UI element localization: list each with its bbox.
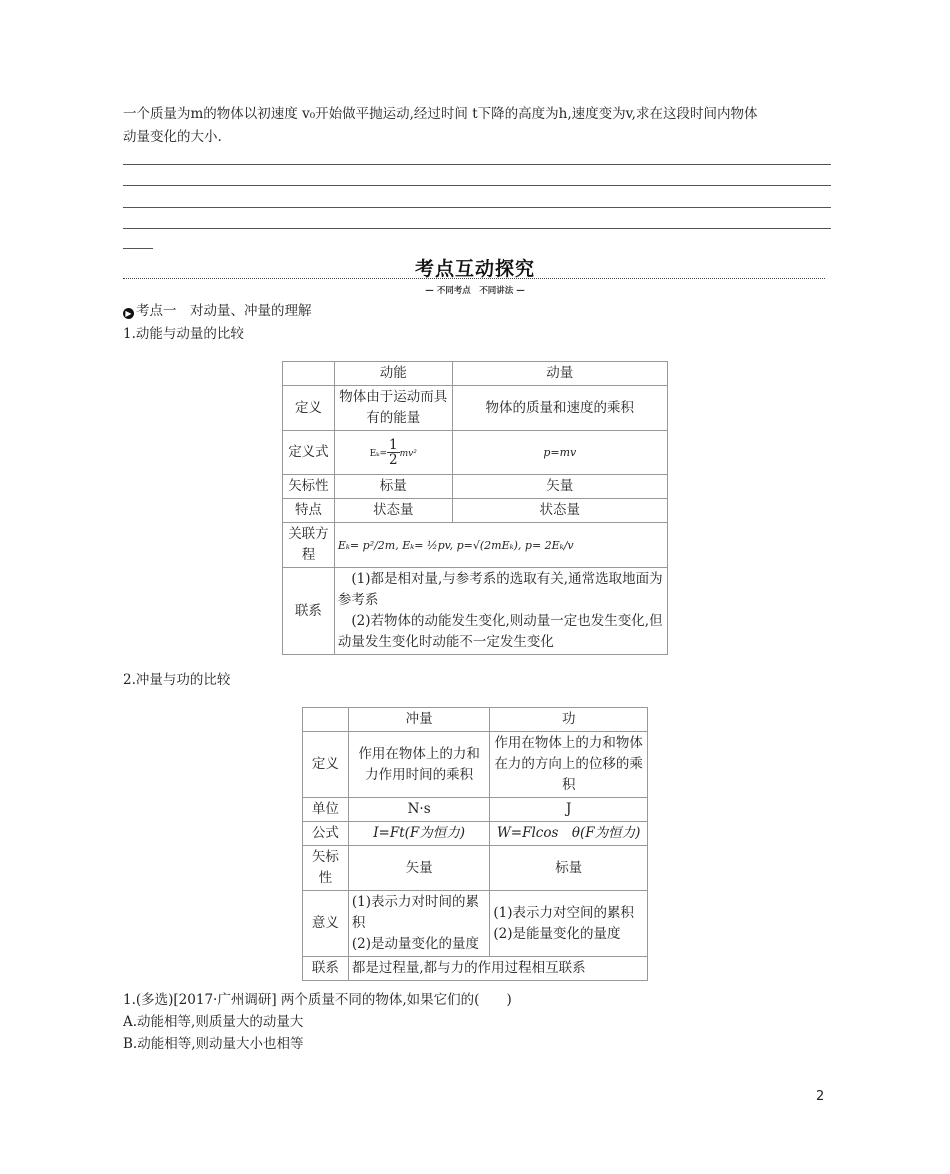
table-cell: 作用在物体上的力和物体在力的方向上的位移的乘积	[490, 732, 648, 798]
question-stem: 1.(多选)[2017·广州调研] 两个质量不同的物体,如果它们的( )	[123, 992, 512, 1008]
topic-heading	[123, 299, 312, 319]
option-a: A.动能相等,则质量大的动量大	[123, 1014, 304, 1030]
table-cell: 物体的质量和速度的乘积	[452, 386, 667, 431]
table-cell: p=mv	[452, 431, 667, 475]
table-cell: N·s	[348, 798, 490, 822]
table-cell	[490, 891, 648, 957]
dotted-divider	[123, 278, 825, 279]
row-label: 联系	[283, 568, 335, 655]
table-cell: 标量	[490, 846, 648, 891]
question	[123, 989, 512, 1055]
problem-line-2: 动量变化的大小.	[123, 129, 222, 145]
meaning-text: (2)是动量变化的量度	[351, 936, 479, 952]
table-cell: 作用在物体上的力和力作用时间的乘积	[348, 732, 490, 798]
meaning-text: (1)表示力对空间的累积	[493, 904, 635, 921]
row-label: 定义	[303, 732, 349, 798]
problem-line-1: 一个质量为m的物体以初速度 v₀开始做平抛运动,经过时间 t下降的高度为h,速度变为v,求在这段时间内物体	[123, 106, 758, 122]
answer-line	[123, 228, 831, 229]
table-cell: 都是过程量,都与力的作用过程相互联系	[348, 957, 647, 981]
table-cell: W=Flcos θ(F为恒力)	[490, 822, 648, 846]
table-header-cell: 动能	[334, 362, 452, 386]
table-cell: Eₖ= p²/2m, Eₖ= ½pv, p=√(2mEₖ), p= 2Eₖ/v	[334, 523, 667, 568]
section-title: 考点互动探究	[414, 258, 535, 280]
formula-lhs: Eₖ=	[369, 449, 388, 459]
table-cell: I=Ft(F为恒力)	[348, 822, 490, 846]
row-label: 公式	[303, 822, 349, 846]
comparison-table-energy-momentum	[282, 361, 668, 655]
table-header-cell	[283, 362, 335, 386]
section-subtitle: — 不同考点 不同讲法 —	[425, 286, 525, 296]
formula-rhs: mv²	[399, 449, 417, 459]
problem-text	[123, 103, 823, 149]
row-label: 矢标性	[303, 846, 349, 891]
row-label: 关联方程	[283, 523, 335, 568]
table-cell: J	[490, 798, 648, 822]
page-number: 2	[816, 1089, 825, 1104]
table-cell: 标量	[334, 475, 452, 499]
option-b: B.动能相等,则动量大小也相等	[123, 1036, 304, 1052]
row-label: 定义式	[283, 431, 335, 475]
answer-line	[123, 207, 831, 208]
table-header-cell: 功	[490, 708, 648, 732]
fraction	[387, 438, 400, 467]
row-label: 联系	[303, 957, 349, 981]
answer-line-short	[123, 248, 153, 249]
table-cell	[334, 568, 667, 655]
table-header-cell: 冲量	[348, 708, 490, 732]
row-label: 单位	[303, 798, 349, 822]
comparison-table-impulse-work	[302, 707, 648, 981]
subheading-1: 1.动能与动量的比较	[123, 326, 244, 342]
link-text-2: (2)若物体的动能发生变化,则动量一定也发生变化,但动量发生变化时动能不一定发生变化	[337, 613, 663, 650]
table-cell: 状态量	[334, 499, 452, 523]
row-label: 定义	[283, 386, 335, 431]
denominator: 2	[389, 452, 398, 468]
table-cell	[334, 431, 452, 475]
topic-label: 考点一 对动量、冲量的理解	[136, 303, 312, 319]
row-label: 意义	[303, 891, 349, 957]
link-text-1: (1)都是相对量,与参考系的选取有关,通常选取地面为参考系	[337, 571, 663, 608]
table-header-cell: 动量	[452, 362, 667, 386]
row-label: 矢标性	[283, 475, 335, 499]
table-cell: 矢量	[348, 846, 490, 891]
answer-line	[123, 164, 831, 165]
meaning-text: (2)是能量变化的量度	[493, 925, 621, 942]
row-label: 特点	[283, 499, 335, 523]
meaning-text: (1)表示力对时间的累积	[351, 894, 479, 931]
subheading-2: 2.冲量与功的比较	[123, 672, 231, 688]
table-cell: 状态量	[452, 499, 667, 523]
numerator: 1	[389, 437, 398, 453]
circle-arrow-icon: ▶	[123, 308, 134, 319]
answer-line	[123, 185, 831, 186]
table-header-cell	[303, 708, 349, 732]
table-cell	[348, 891, 490, 957]
table-cell: 物体由于运动而具有的能量	[334, 386, 452, 431]
table-cell: 矢量	[452, 475, 667, 499]
